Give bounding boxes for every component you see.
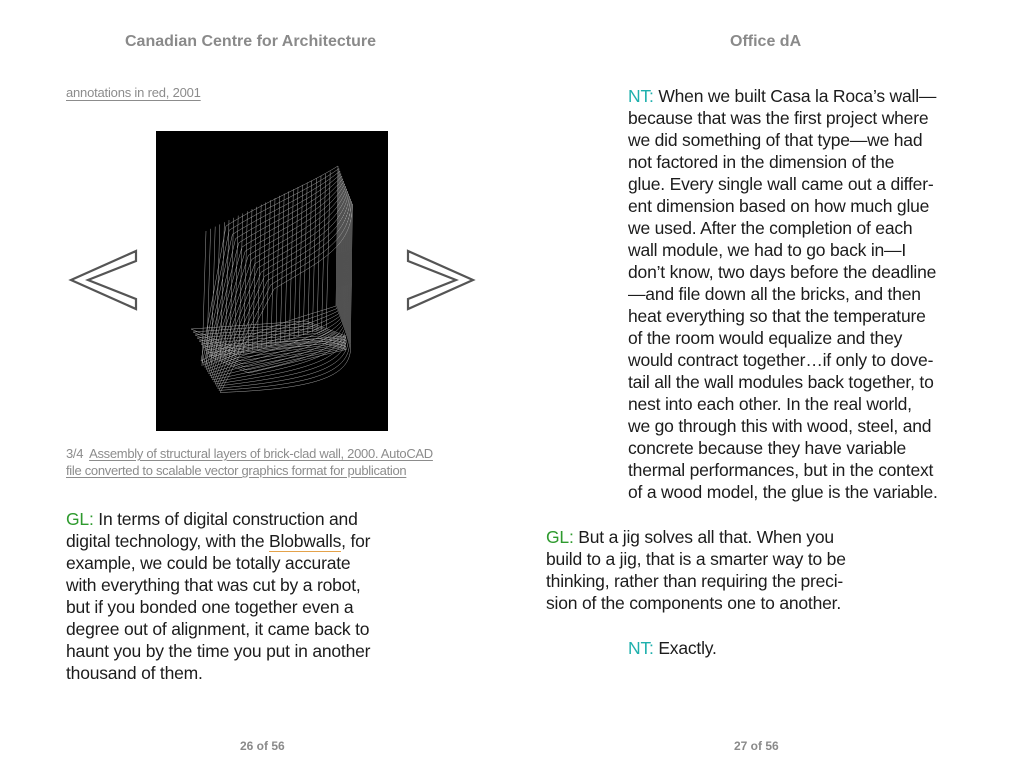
text-line: nest into each other. In the real world, [628, 394, 912, 414]
paragraph-gl-right [546, 526, 846, 614]
speaker-gl: GL: [66, 509, 94, 529]
text-line: would contract together…if only to dove- [628, 350, 934, 370]
text-line: heat everything so that the temperature [628, 306, 926, 326]
caption-text-line-1[interactable]: Assembly of structural layers of brick-clad wall, 2000. AutoCAD [89, 446, 433, 461]
annotation-link[interactable]: annotations in red, 2001 [66, 85, 201, 100]
figure-number: 3/4 [66, 446, 84, 461]
next-figure-button[interactable] [404, 245, 476, 317]
text-line: When we built Casa la Roca’s wall— [658, 86, 937, 106]
text-line: thermal performances, but in the context [628, 460, 934, 480]
text-line: but if you bonded one together even a [66, 597, 354, 617]
text-line: we go through this with wood, steel, and [628, 416, 932, 436]
previous-figure-button[interactable] [68, 245, 140, 317]
figure-caption [66, 445, 486, 479]
text-line: sion of the components one to another. [546, 593, 841, 613]
text-line: glue. Every single wall came out a differ- [628, 174, 934, 194]
text-line: concrete because they have variable [628, 438, 907, 458]
paragraph-nt-2 [628, 637, 717, 659]
paragraph-nt-1 [628, 85, 938, 503]
page-number-right: 27 of 56 [734, 739, 779, 753]
text-line: we did something of that type—we had [628, 130, 923, 150]
running-head-left: Canadian Centre for Architecture [125, 33, 377, 50]
chevron-left-outline-icon [68, 245, 140, 317]
text-line: degree out of alignment, it came back to [66, 619, 370, 639]
brick-wall-wireframe-drawing [156, 131, 388, 431]
text-line: don’t know, two days before the deadline [628, 262, 937, 282]
chevron-right-outline-icon [404, 245, 476, 317]
figure-image[interactable] [156, 131, 388, 431]
text-line: with everything that was cut by a robot, [66, 575, 361, 595]
text-line: In terms of digital construction and [98, 509, 358, 529]
caption-text-line-2[interactable]: file converted to scalable vector graphics format for publication [66, 463, 407, 478]
speaker-nt: NT: [628, 638, 654, 658]
text-line: —and file down all the bricks, and then [628, 284, 921, 304]
text-line: , for [341, 531, 371, 551]
text-line: thinking, rather than requiring the preci- [546, 571, 844, 591]
text-line: tail all the wall modules back together, to [628, 372, 934, 392]
paragraph-gl-left [66, 508, 370, 684]
text-line: wall module, we had to go back in—I [628, 240, 907, 260]
text-line: example, we could be totally accurate [66, 553, 351, 573]
speaker-gl: GL: [546, 527, 574, 547]
text-line: thousand of them. [66, 663, 203, 683]
text-line: not factored in the dimension of the [628, 152, 895, 172]
text-line: haunt you by the time you put in another [66, 641, 371, 661]
text-line: of the room would equalize and they [628, 328, 903, 348]
text-line: build to a jig, that is a smarter way to be [546, 549, 846, 569]
right-page [512, 0, 1024, 768]
text-line: ent dimension based on how much glue [628, 196, 930, 216]
text-line: Exactly. [658, 638, 717, 658]
speaker-nt: NT: [628, 86, 654, 106]
page-number-left: 26 of 56 [240, 739, 285, 753]
text-line: But a jig solves all that. When you [578, 527, 834, 547]
running-head-right: Office dA [730, 33, 802, 50]
blobwalls-link[interactable]: Blobwalls [269, 531, 342, 551]
text-line: of a wood model, the glue is the variable. [628, 482, 938, 502]
text-line: we used. After the completion of each [628, 218, 913, 238]
text-line: digital technology, with the [66, 531, 270, 551]
text-line: because that was the first project where [628, 108, 929, 128]
